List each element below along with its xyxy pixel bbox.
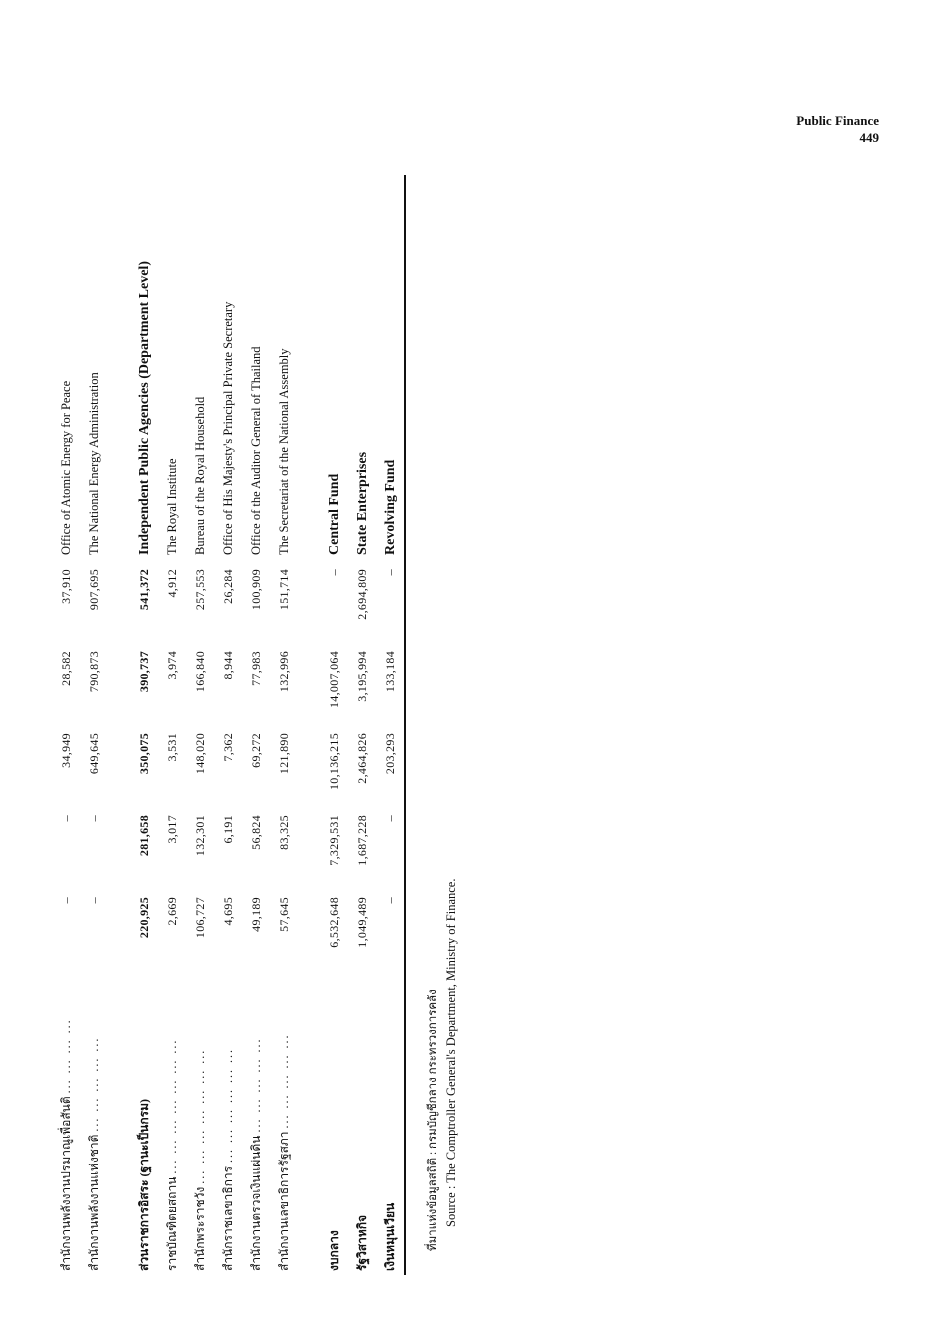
row-label-th: ส่วนราชการอิสระ (ฐานะเป็นกรม) [136, 1098, 151, 1271]
row-label-en: The Secretariat of the National Assembly [276, 348, 291, 555]
table-cell: 166,840 [192, 651, 207, 693]
row-label-en: State Enterprises [354, 451, 370, 555]
table-row [376, 175, 405, 1275]
leader-dots: ... ... ... ... ... [86, 1036, 101, 1132]
table-cell: – [382, 897, 397, 904]
row-label-en: Office of the Auditor General of Thailand [248, 346, 263, 555]
table-cell: 57,645 [276, 897, 291, 932]
table-cell: 14,007,064 [326, 651, 341, 708]
table-cell: 1,687,228 [354, 815, 369, 866]
table-cell: 203,293 [382, 733, 397, 775]
table-cell: 106,727 [192, 897, 207, 939]
table-cell: 10,136,215 [326, 733, 341, 790]
table-cell: 7,329,531 [326, 815, 341, 866]
row-spacer [298, 175, 320, 1275]
table-cell: – [382, 569, 397, 576]
table-cell: 3,531 [164, 733, 179, 762]
table-cell: – [86, 897, 101, 904]
leader-dots: ... ... ... ... ... ... ... [164, 1038, 179, 1174]
table-row [80, 175, 108, 1275]
table-cell: 148,020 [192, 733, 207, 775]
table-cell: 541,372 [136, 569, 151, 611]
leader-dots: ... ... ... ... ... ... [220, 1047, 235, 1163]
table-cell: – [326, 569, 341, 576]
row-spacer [108, 175, 130, 1275]
row-label-th: สำนักงานพลังงานปรมาณูเพื่อสันติ [58, 1096, 73, 1271]
table-cell: 257,553 [192, 569, 207, 611]
row-label-en: Bureau of the Royal Household [192, 396, 207, 555]
table-cell: 28,582 [58, 651, 73, 686]
table-row [242, 175, 270, 1275]
table-row [158, 175, 186, 1275]
table-cell: 100,909 [248, 569, 263, 611]
row-label-th: เงินหมุนเวียน [382, 1202, 397, 1271]
table-cell: 151,714 [276, 569, 291, 611]
table-cell: 6,532,648 [326, 897, 341, 948]
page-number: 449 [859, 130, 879, 145]
table-cell: 7,362 [220, 733, 235, 762]
table-cell: – [86, 815, 101, 822]
running-head-title: Public Finance [796, 113, 879, 128]
table-cell: 790,873 [86, 651, 101, 693]
table-cell: 6,191 [220, 815, 235, 844]
row-label-th: ราชบัณฑิตยสถาน [164, 1176, 179, 1271]
table-cell: 2,694,809 [354, 569, 369, 620]
row-label-th: สำนักพระราชวัง [192, 1186, 207, 1271]
row-label-en: The National Energy Administration [86, 372, 101, 555]
table-cell: 8,944 [220, 651, 235, 680]
table-cell: 2,669 [164, 897, 179, 926]
row-label-en: Office of Atomic Energy for Peace [58, 380, 73, 555]
table-cell: 3,974 [164, 651, 179, 680]
table-row [348, 175, 376, 1275]
source-thai: ที่มาแห่งข้อมูลสถิติ : กรมบัญชีกลาง กระทรวงการคลัง [427, 989, 439, 1251]
table-cell: 49,189 [248, 897, 263, 932]
source-english: Source : The Comptroller General's Department, Ministry of Finance. [444, 878, 458, 1227]
table-cell: 4,695 [220, 897, 235, 926]
table-cell: 34,949 [58, 733, 73, 768]
row-label-th: สำนักราชเลขาธิการ [220, 1165, 235, 1271]
table-cell: 281,658 [136, 815, 151, 857]
table-row [52, 175, 80, 1275]
leader-dots: ... ... ... ... ... ... ... [192, 1048, 207, 1184]
row-label-en: Revolving Fund [382, 459, 398, 555]
table-cell: 2,464,826 [354, 733, 369, 784]
table-cell: 390,737 [136, 651, 151, 693]
leader-dots: ... ... ... ... ... [248, 1037, 263, 1133]
table-cell: 132,301 [192, 815, 207, 857]
row-label-th: สำนักงานพลังงานแห่งชาติ [86, 1134, 101, 1271]
table-row [186, 175, 214, 1275]
row-label-en: Independent Public Agencies (Department Level) [136, 261, 152, 555]
table-cell: 4,912 [164, 569, 179, 598]
row-label-en: Office of His Majesty's Principal Private Secretary [220, 301, 235, 555]
source-note [424, 175, 460, 1275]
table-cell: 26,284 [220, 569, 235, 604]
table-cell: 37,910 [58, 569, 73, 604]
table-cell: – [382, 815, 397, 822]
rotated-table-block [52, 175, 612, 1275]
row-label-th: สำนักงานตรวจเงินแผ่นดิน [248, 1135, 263, 1271]
table-cell: 132,996 [276, 651, 291, 693]
table-cell: 907,695 [86, 569, 101, 611]
table-cell: 83,325 [276, 815, 291, 850]
table-cell: 69,272 [248, 733, 263, 768]
table-cell: 133,184 [382, 651, 397, 693]
row-label-th: งบกลาง [326, 1230, 341, 1271]
row-label-en: Central Fund [326, 473, 342, 555]
leader-dots: ... ... ... ... ... [276, 1033, 291, 1129]
table-cell: – [58, 815, 73, 822]
table-cell: 649,645 [86, 733, 101, 775]
table-bottom-rule-row [405, 175, 406, 1275]
row-label-th: สำนักงานเลขาธิการรัฐสภา [276, 1131, 291, 1271]
table-bottom-rule [405, 175, 406, 1275]
table-cell: 1,049,489 [354, 897, 369, 948]
table-cell: 56,824 [248, 815, 263, 850]
table-cell: 220,925 [136, 897, 151, 939]
table-row [214, 175, 242, 1275]
table-row [270, 175, 298, 1275]
table-cell: – [58, 897, 73, 904]
table-cell: 121,890 [276, 733, 291, 775]
row-label-en: The Royal Institute [164, 458, 179, 555]
table-cell: 3,195,994 [354, 651, 369, 702]
table-cell: 3,017 [164, 815, 179, 844]
table-cell: 350,075 [136, 733, 151, 775]
table-row [130, 175, 158, 1275]
expenditure-table [52, 175, 406, 1275]
table-cell: 77,983 [248, 651, 263, 686]
running-head [796, 112, 879, 146]
leader-dots: ... ... ... ... [58, 1018, 73, 1094]
table-row [320, 175, 348, 1275]
row-label-th: รัฐวิสาหกิจ [354, 1214, 369, 1271]
